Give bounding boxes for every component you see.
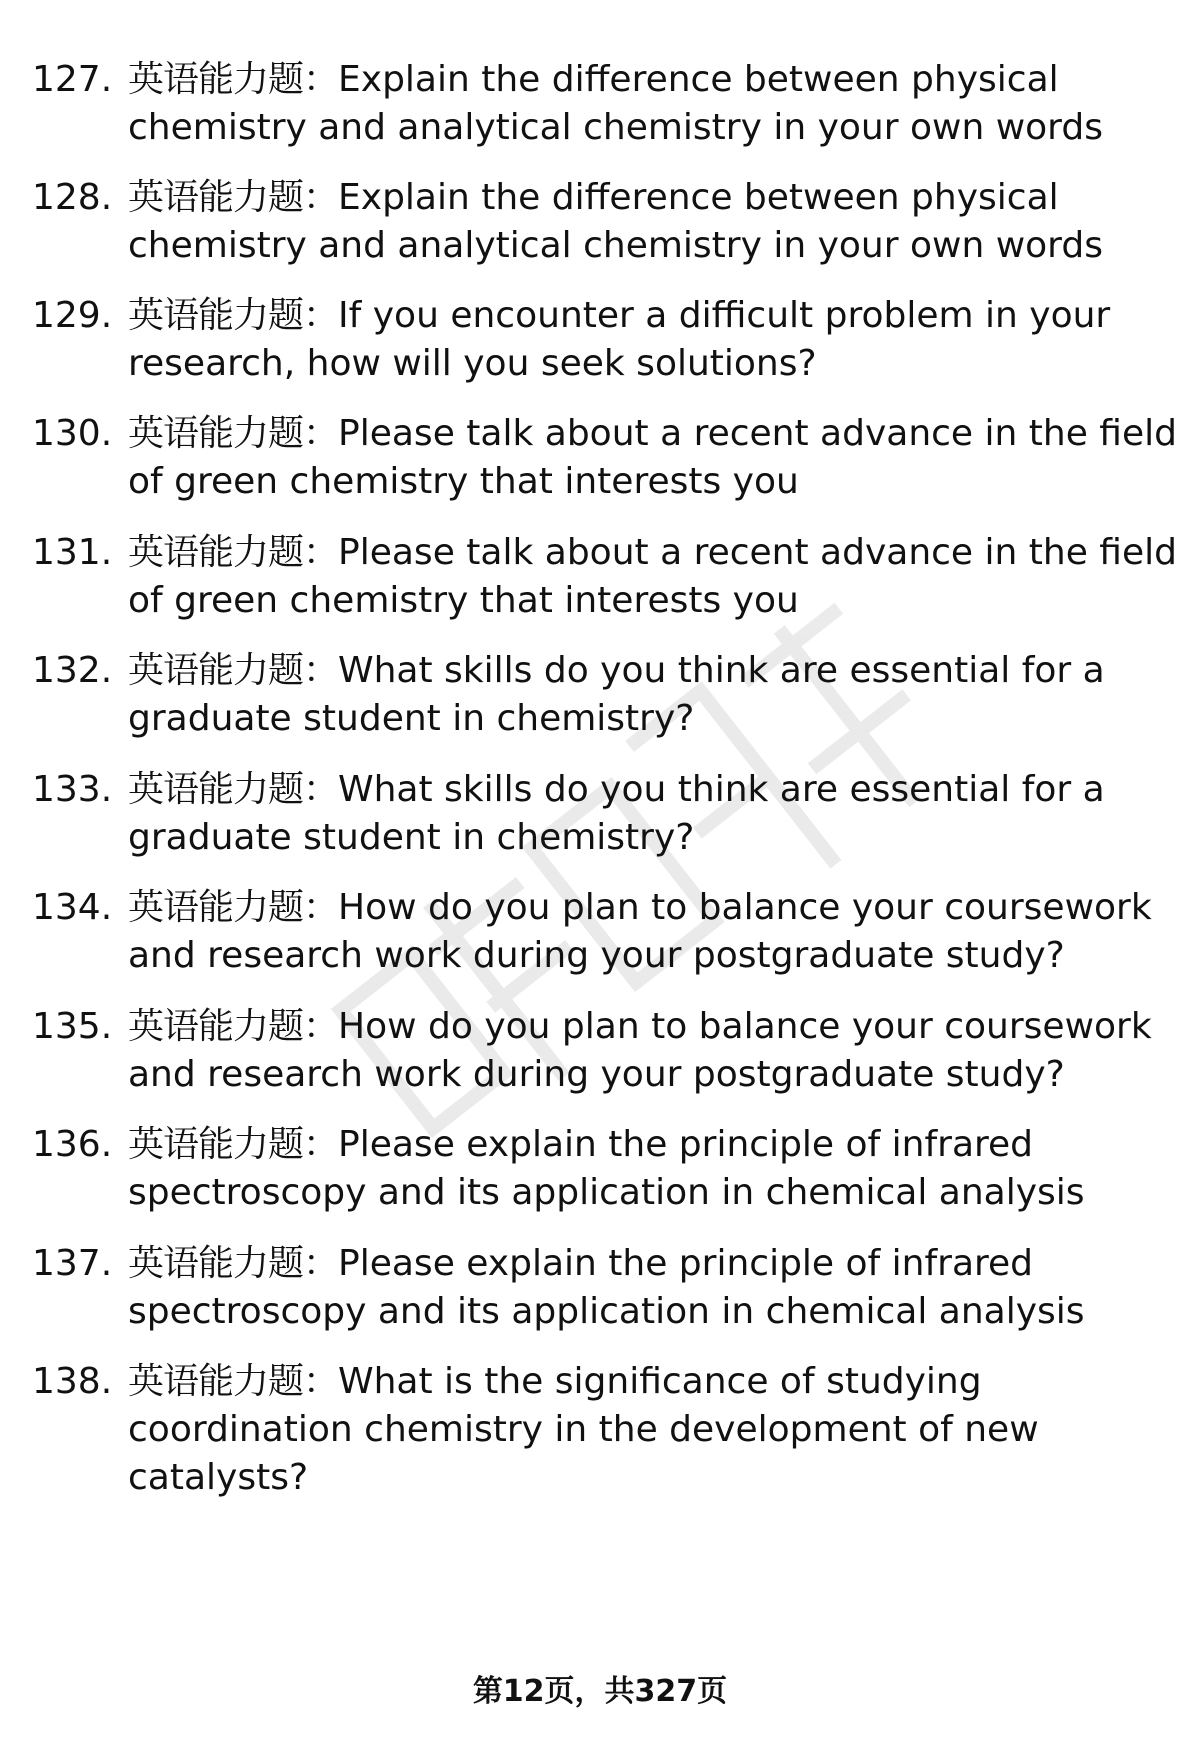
question-category-label: 英语能力题：	[128, 887, 339, 928]
question-category-label: 英语能力题：	[128, 413, 339, 454]
question-line	[128, 56, 1148, 104]
question-number: 137.	[32, 1243, 113, 1284]
question-text	[128, 766, 1148, 862]
question-line	[128, 222, 1148, 270]
question-line-text: What skills do you think are essential for a	[338, 769, 1105, 810]
question-line-text: Explain the difference between physical	[338, 177, 1059, 218]
question-category-label: 英语能力题：	[128, 295, 339, 336]
question-line-text: of green chemistry that interests you	[128, 461, 799, 502]
question-line	[128, 458, 1148, 506]
question-line-text: How do you plan to balance your coursework	[338, 1006, 1152, 1047]
question-line	[128, 1169, 1148, 1217]
question-category-label: 英语能力题：	[128, 1243, 339, 1284]
question-line	[128, 1454, 1148, 1502]
question-line-text: and research work during your postgraduate study?	[128, 1054, 1065, 1095]
question-line-text: coordination chemistry in the development of new	[128, 1409, 1039, 1450]
question-number: 132.	[32, 650, 113, 691]
question-line	[128, 884, 1152, 932]
question-text	[128, 1240, 1148, 1336]
question-text	[128, 1121, 1148, 1217]
question-line	[128, 695, 1148, 743]
question-text	[128, 1358, 1148, 1502]
question-line-text: graduate student in chemistry?	[128, 698, 695, 739]
question-text	[128, 410, 1177, 506]
question-line-text: Please explain the principle of infrared	[338, 1243, 1034, 1284]
question-category-label: 英语能力题：	[128, 769, 339, 810]
question-line-text: What is the significance of studying	[338, 1361, 982, 1402]
question-line	[128, 647, 1148, 695]
question-line-text: Please talk about a recent advance in the field	[338, 532, 1177, 573]
question-number: 127.	[32, 59, 113, 100]
question-line	[128, 1051, 1148, 1099]
question-text	[128, 884, 1152, 980]
question-line	[128, 340, 1148, 388]
question-line	[128, 529, 1177, 577]
question-category-label: 英语能力题：	[128, 650, 339, 691]
page-footer: 第12页，共327页	[472, 1674, 728, 1709]
question-line-text: Explain the difference between physical	[338, 59, 1059, 100]
question-number: 129.	[32, 295, 113, 336]
question-line	[128, 1240, 1148, 1288]
question-number: 136.	[32, 1124, 113, 1165]
question-line	[128, 1358, 1148, 1406]
question-line-text: chemistry and analytical chemistry in your own words	[128, 107, 1103, 148]
question-category-label: 英语能力题：	[128, 59, 339, 100]
question-line	[128, 174, 1148, 222]
question-number: 138.	[32, 1361, 113, 1402]
question-category-label: 英语能力题：	[128, 1361, 339, 1402]
question-line	[128, 1288, 1148, 1336]
question-number: 130.	[32, 413, 113, 454]
question-line	[128, 1121, 1148, 1169]
question-category-label: 英语能力题：	[128, 177, 339, 218]
question-line	[128, 104, 1148, 152]
question-category-label: 英语能力题：	[128, 1124, 339, 1165]
question-category-label: 英语能力题：	[128, 1006, 339, 1047]
question-text	[128, 529, 1177, 625]
question-number: 135.	[32, 1006, 113, 1047]
question-line-text: Please explain the principle of infrared	[338, 1124, 1034, 1165]
question-number: 128.	[32, 177, 113, 218]
question-line-text: graduate student in chemistry?	[128, 817, 695, 858]
question-line	[128, 814, 1148, 862]
question-line-text: research, how will you seek solutions?	[128, 343, 817, 384]
question-number: 133.	[32, 769, 113, 810]
question-number: 131.	[32, 532, 113, 573]
question-number: 134.	[32, 887, 113, 928]
question-category-label: 英语能力题：	[128, 532, 339, 573]
question-text	[128, 56, 1148, 152]
question-text	[128, 647, 1148, 743]
question-line	[128, 292, 1148, 340]
question-line	[128, 932, 1148, 980]
question-line	[128, 766, 1148, 814]
question-line-text: chemistry and analytical chemistry in your own words	[128, 225, 1103, 266]
question-line	[128, 1406, 1148, 1454]
question-line-text: spectroscopy and its application in chemical analysis	[128, 1291, 1085, 1332]
question-text	[128, 1003, 1152, 1099]
question-line-text: What skills do you think are essential for a	[338, 650, 1105, 691]
question-line-text: spectroscopy and its application in chemical analysis	[128, 1172, 1085, 1213]
question-line-text: of green chemistry that interests you	[128, 580, 799, 621]
question-line	[128, 1003, 1152, 1051]
question-line	[128, 577, 1148, 625]
question-line	[128, 410, 1177, 458]
question-line-text: and research work during your postgraduate study?	[128, 935, 1065, 976]
question-text	[128, 174, 1148, 270]
question-line-text: catalysts?	[128, 1457, 309, 1498]
question-text	[128, 292, 1148, 388]
question-line-text: How do you plan to balance your coursework	[338, 887, 1152, 928]
question-line-text: If you encounter a difficult problem in your	[338, 295, 1111, 336]
question-line-text: Please talk about a recent advance in the field	[338, 413, 1177, 454]
